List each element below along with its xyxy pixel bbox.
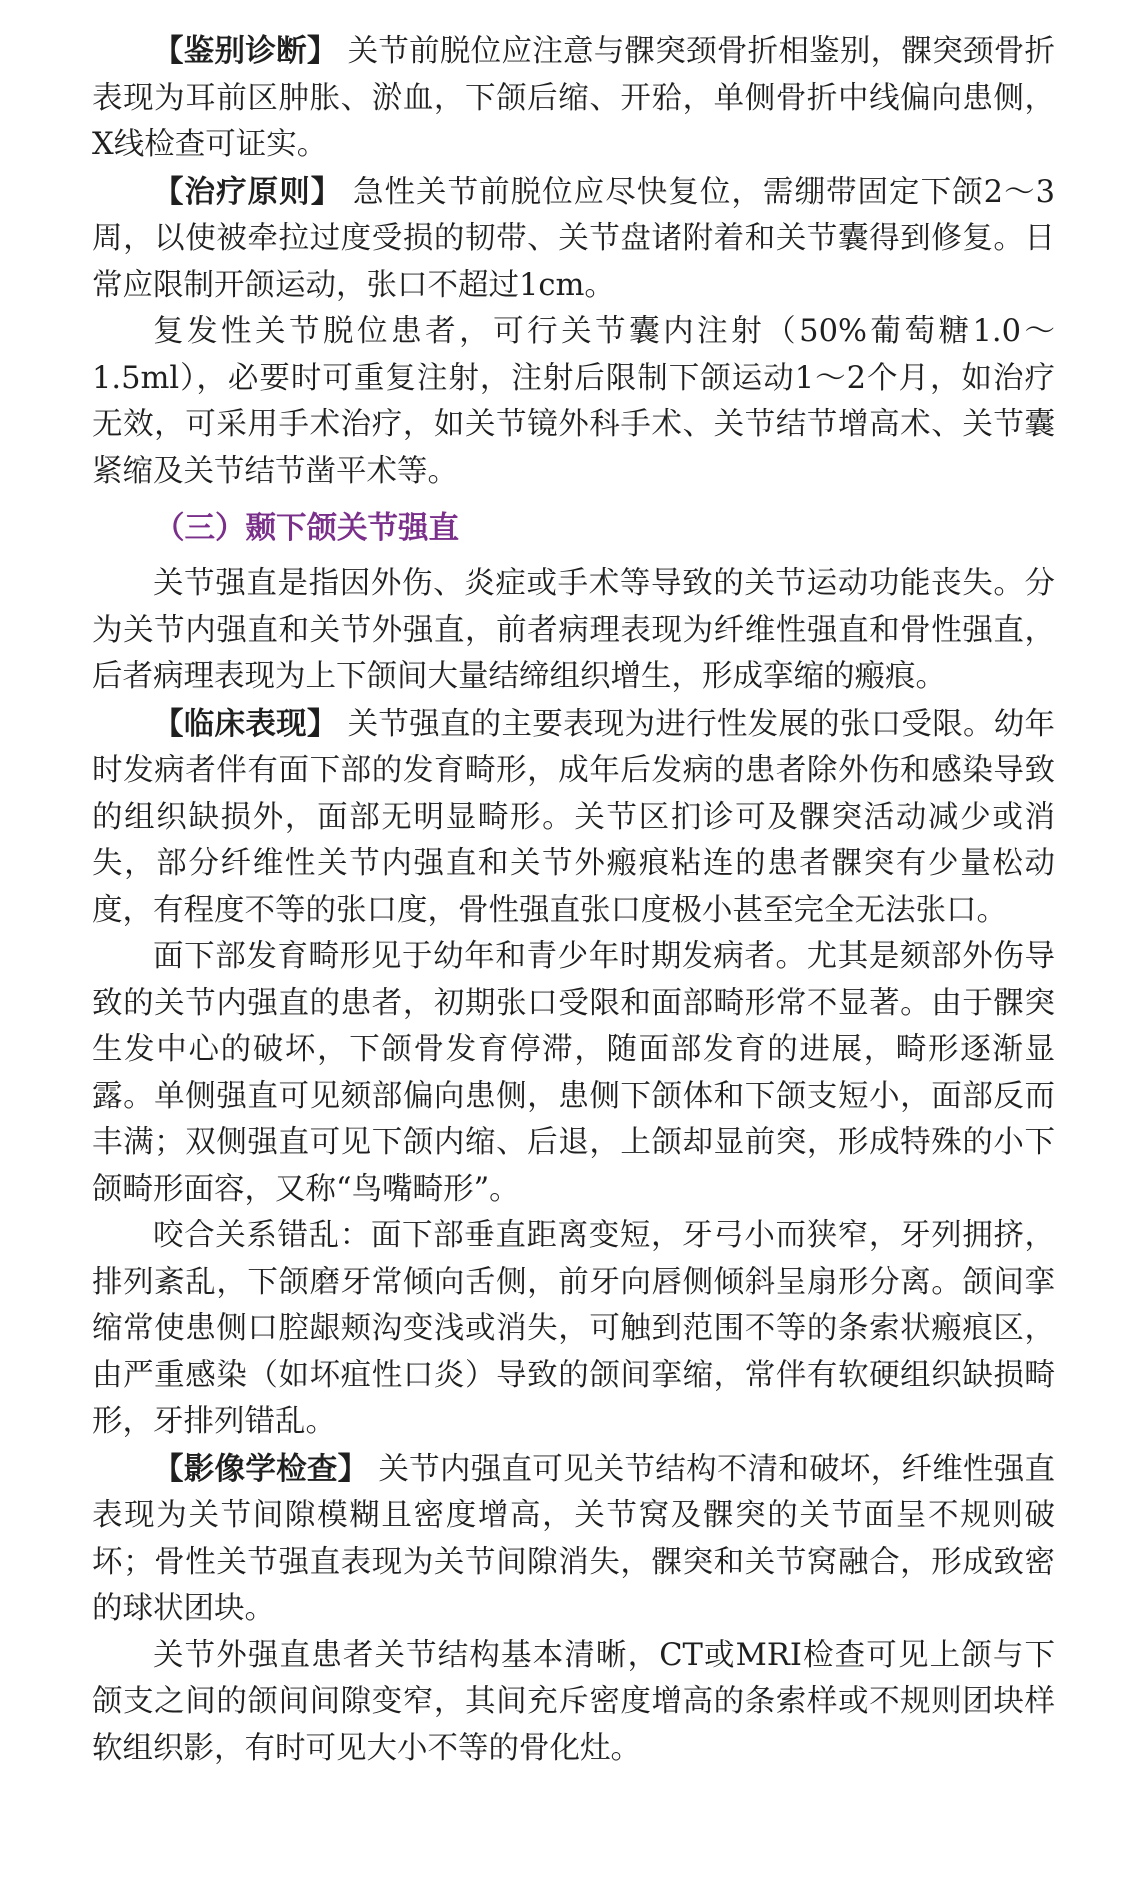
label-bracket-open: 【	[153, 1450, 184, 1487]
label-differential-diagnosis: 鉴别诊断	[183, 34, 307, 69]
section-heading-tmj-ankylosis: （三）颞下颌关节强直	[154, 511, 459, 546]
paragraph-text: 关节外强直患者关节结构基本清晰，CT或MRI检查可见上颌与下颌支之间的颌间间隙变窄，其间充斥密度增高的条索样或不规则团块样软组织影，有时可见大小不等的骨化灶。	[92, 1637, 1055, 1766]
label-bracket-close: 】	[310, 173, 343, 210]
label-bracket-close: 】	[337, 1450, 369, 1487]
paragraph-recurrent-dislocation	[92, 309, 1055, 495]
label-bracket-open: 【	[153, 33, 184, 69]
paragraph-text: 咬合关系错乱：面下部垂直距离变短，牙弓小而狭窄，牙列拥挤，排列紊乱，下颌磨牙常倾向舌侧，前牙向唇侧倾斜呈扇形分离。颌间挛缩常使患侧口腔龈颊沟变浅或消失，可触到范围不等的条索状瘢痕区，由严重感染（如坏疽性口炎）导致的颌间挛缩，常伴有软硬组织缺损畸形，牙排列错乱。	[92, 1218, 1055, 1439]
paragraph-text: 关节强直的主要表现为进行性发展的张口受限。幼年时发病者伴有面下部的发育畸形，成年后发病的患者除外伤和感染导致的组织缺损外，面部无明显畸形。关节区扪诊可及髁突活动减少或消失，部分纤维性关节内强直和关节外瘢痕粘连的患者髁突有少量松动度，有程度不等的张口度，骨性强直张口度极小甚至完全无法张口。	[92, 706, 1056, 928]
label-imaging-exam: 影像学检查	[183, 1451, 338, 1487]
paragraph-differential-diagnosis	[92, 28, 1055, 169]
paragraph-extra-articular-ankylosis	[92, 1633, 1055, 1773]
paragraph-text: 关节强直是指因外伤、炎症或手术等导致的关节运动功能丧失。分为关节内强直和关节外强直，前者病理表现为纤维性强直和骨性强直，后者病理表现为上下颌间大量结缔组织增生，形成挛缩的瘢痕。	[92, 566, 1055, 694]
paragraph-imaging-exam	[92, 1446, 1055, 1633]
paragraph-occlusion-disorder	[92, 1213, 1055, 1446]
paragraph-ankylosis-definition	[92, 561, 1055, 701]
paragraph-text: 面下部发育畸形见于幼年和青少年时期发病者。尤其是颏部外伤导致的关节内强直的患者，初期张口受限和面部畸形常不显著。由于髁突生发中心的破坏，下颌骨发育停滞，随面部发育的进展，畸形逐渐显露。单侧强直可见颏部偏向患侧，患侧下颌体和下颌支短小，面部反而丰满；双侧强直可见下颌内缩、后退，上颌却显前突，形成特殊的小下颌畸形面容，又称“鸟嘴畸形”。	[92, 939, 1055, 1207]
label-clinical-manifestation: 临床表现	[183, 706, 307, 742]
label-bracket-close: 】	[306, 705, 338, 742]
paragraph-text: 关节前脱位应注意与髁突颈骨折相鉴别，髁突颈骨折表现为耳前区肿胀、淤血，下颌后缩、开𬌗，单侧骨折中线偏向患侧，X线检查可证实。	[92, 34, 1056, 162]
paragraph-text: 急性关节前脱位应尽快复位，需绷带固定下颌2～3周，以使被牵拉过度受损的韧带、关节盘诸附着和关节囊得到修复。日常应限制开颌运动，张口不超过1cm。	[92, 174, 1056, 303]
label-bracket-close: 】	[306, 33, 338, 69]
paragraph-text: 关节内强直可见关节结构不清和破坏，纤维性强直表现为关节间隙模糊且密度增高，关节窝及髁突的关节面呈不规则破坏；骨性关节强直表现为关节间隙消失，髁突和关节窝融合，形成致密的球状团块。	[92, 1451, 1056, 1626]
document-page	[92, 28, 1055, 1772]
paragraph-facial-deformity	[92, 934, 1055, 1213]
label-treatment-principle: 治疗原则	[184, 174, 311, 210]
paragraph-text: 复发性关节脱位患者，可行关节囊内注射（50%葡萄糖1.0～1.5ml），必要时可重复注射，注射后限制下颌运动1～2个月，如治疗无效，可采用手术治疗，如关节镜外科手术、关节结节增高术、关节囊紧缩及关节结节凿平术等。	[92, 314, 1055, 489]
paragraph-treatment-principle	[92, 169, 1055, 310]
label-bracket-open: 【	[153, 173, 185, 210]
label-bracket-open: 【	[153, 705, 184, 742]
paragraph-clinical-manifestation	[92, 701, 1055, 935]
